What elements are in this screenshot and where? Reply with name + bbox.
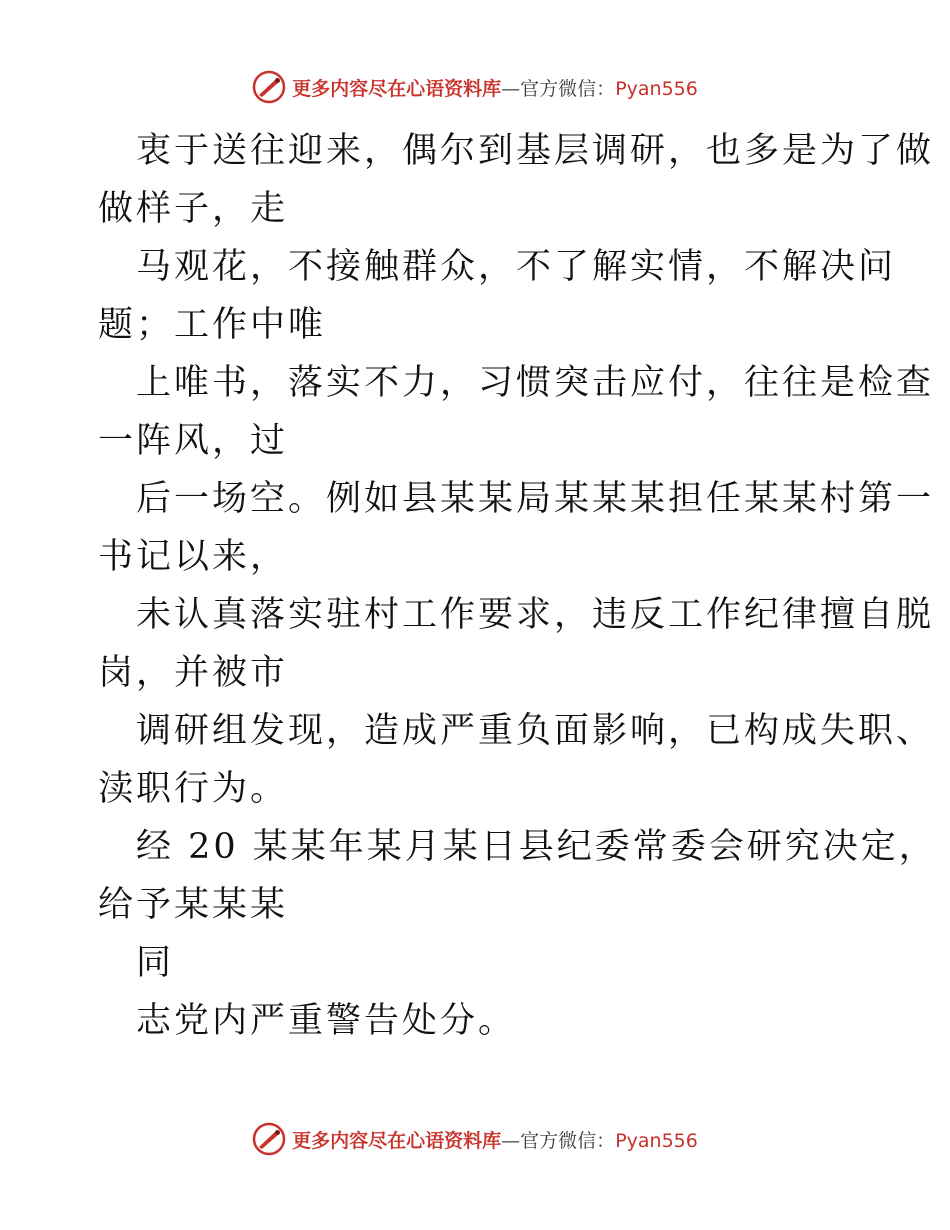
banner-lead: 更多内容尽在心语资料库 xyxy=(292,1129,502,1152)
text-line: 调研组发现，造成严重负面影响，已构成失职、 xyxy=(136,711,935,751)
banner-wechat-label: 官方微信： xyxy=(520,1129,616,1152)
footer-banner xyxy=(0,1122,950,1156)
text-line: 后一场空。例如县某某局某某某担任某某村第一 xyxy=(136,479,935,519)
text-line: 衷于送往迎来，偶尔到基层调研，也多是为了做 xyxy=(136,131,935,171)
banner-wechat-id: Pyan556 xyxy=(615,77,698,100)
text-line: 马观花，不接触群众，不了解实情，不解决问 xyxy=(136,247,897,287)
banner-wechat-label: 官方微信： xyxy=(520,77,616,100)
banner-wechat-id: Pyan556 xyxy=(615,1129,698,1152)
text-line: 一阵风，过 xyxy=(98,421,289,461)
text-line: 渎职行为。 xyxy=(98,769,289,809)
document-body xyxy=(98,122,937,1050)
banner-text xyxy=(292,1126,698,1153)
text-line: 上唯书，落实不力，习惯突击应付，往往是检查 xyxy=(136,363,935,403)
text-line: 给予某某某 xyxy=(98,885,289,925)
quill-logo-icon xyxy=(252,70,286,104)
text-line: 题；工作中唯 xyxy=(98,305,327,345)
banner-dash: — xyxy=(501,77,521,100)
text-line: 志党内严重警告处分。 xyxy=(136,1001,517,1041)
quill-logo-icon xyxy=(252,1122,286,1156)
text-line: 同 xyxy=(136,943,175,983)
text-line: 未认真落实驻村工作要求，违反工作纪律擅自脱 xyxy=(136,595,935,635)
text-line: 岗，并被市 xyxy=(98,653,289,693)
banner-dash: — xyxy=(501,1129,521,1152)
header-banner xyxy=(0,70,950,104)
banner-text xyxy=(292,74,698,101)
banner-lead: 更多内容尽在心语资料库 xyxy=(292,77,502,100)
text-line: 做样子，走 xyxy=(98,189,289,229)
text-line: 经 20 某某年某月某日县纪委常委会研究决定， xyxy=(136,827,937,867)
text-line: 书记以来， xyxy=(98,537,289,577)
